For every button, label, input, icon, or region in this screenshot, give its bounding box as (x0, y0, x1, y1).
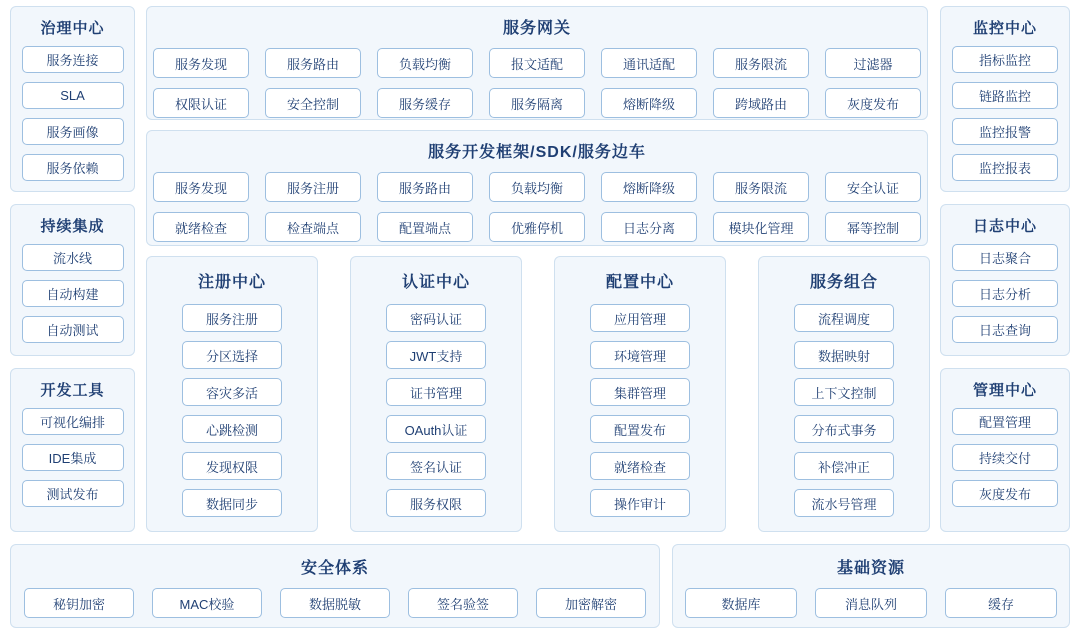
chip[interactable]: 日志查询 (952, 316, 1058, 343)
chip[interactable]: 通讯适配 (601, 48, 697, 78)
chip-list-config (555, 304, 725, 526)
chip-list-gateway (147, 48, 927, 118)
chip[interactable]: 服务连接 (22, 46, 124, 73)
panel-monitor-center (940, 6, 1070, 192)
chip[interactable]: 负载均衡 (489, 172, 585, 202)
panel-title-governance: 治理中心 (40, 20, 105, 37)
chip[interactable]: 流水线 (22, 244, 124, 271)
chip[interactable]: 数据映射 (794, 341, 894, 369)
chip[interactable]: 应用管理 (590, 304, 690, 332)
panel-title-monitor: 监控中心 (972, 20, 1037, 37)
chip[interactable]: 补偿冲正 (794, 452, 894, 480)
chip[interactable]: 集群管理 (590, 378, 690, 406)
chip[interactable]: 安全控制 (265, 88, 361, 118)
chip[interactable]: 服务依赖 (22, 154, 124, 181)
chip[interactable]: 配置端点 (377, 212, 473, 242)
chip[interactable]: 跨域路由 (713, 88, 809, 118)
panel-management-center (940, 368, 1070, 532)
chip[interactable]: 服务隔离 (489, 88, 585, 118)
panel-registry-center (146, 256, 318, 532)
panel-title-auth: 认证中心 (401, 274, 470, 291)
chip[interactable]: 服务注册 (182, 304, 282, 332)
chip[interactable]: 可视化编排 (22, 408, 124, 435)
chip[interactable]: 上下文控制 (794, 378, 894, 406)
panel-title-gateway: 服务网关 (502, 20, 571, 37)
chip[interactable]: 自动测试 (22, 316, 124, 343)
chip[interactable]: 权限认证 (153, 88, 249, 118)
panel-infrastructure (672, 544, 1070, 628)
chip[interactable]: 持续交付 (952, 444, 1058, 471)
chip[interactable]: OAuth认证 (386, 415, 486, 443)
panel-dev-tools (10, 368, 135, 532)
panel-title-devtools: 开发工具 (40, 382, 105, 399)
chip[interactable]: 分区选择 (182, 341, 282, 369)
chip[interactable]: 熔断降级 (601, 88, 697, 118)
chip[interactable]: 自动构建 (22, 280, 124, 307)
chip-list-governance (11, 46, 134, 190)
panel-config-center (554, 256, 726, 532)
panel-title-security: 安全体系 (300, 560, 369, 577)
chip[interactable]: 监控报表 (952, 154, 1058, 181)
chip[interactable]: 流程调度 (794, 304, 894, 332)
chip[interactable]: 就绪检查 (590, 452, 690, 480)
chip-row (11, 588, 659, 618)
chip[interactable]: 数据库 (685, 588, 797, 618)
chip[interactable]: 服务路由 (265, 48, 361, 78)
chip[interactable]: 服务发现 (153, 172, 249, 202)
panel-title-config: 配置中心 (605, 274, 674, 291)
panel-title-manage: 管理中心 (972, 382, 1037, 399)
chip-list-log (941, 244, 1069, 352)
chip[interactable]: 流水号管理 (794, 489, 894, 517)
chip-list-monitor (941, 46, 1069, 190)
chip[interactable]: 测试发布 (22, 480, 124, 507)
chip[interactable]: 指标监控 (952, 46, 1058, 73)
chip[interactable]: 发现权限 (182, 452, 282, 480)
chip[interactable]: 心跳检测 (182, 415, 282, 443)
panel-auth-center (350, 256, 522, 532)
chip[interactable]: 日志聚合 (952, 244, 1058, 271)
chip[interactable]: 证书管理 (386, 378, 486, 406)
chip[interactable]: 模块化管理 (713, 212, 809, 242)
chip[interactable]: 操作审计 (590, 489, 690, 517)
chip[interactable]: 服务画像 (22, 118, 124, 145)
chip[interactable]: 幂等控制 (825, 212, 921, 242)
chip-list-infra (673, 588, 1069, 618)
chip[interactable]: 服务发现 (153, 48, 249, 78)
chip-row (147, 48, 927, 78)
panel-title-compose: 服务组合 (809, 274, 878, 291)
panel-title-sdk: 服务开发框架/SDK/服务边车 (428, 144, 646, 161)
chip[interactable]: 灰度发布 (952, 480, 1058, 507)
chip[interactable]: 签名验签 (408, 588, 518, 618)
chip-row (147, 212, 927, 242)
chip[interactable]: 链路监控 (952, 82, 1058, 109)
chip[interactable]: 检查端点 (265, 212, 361, 242)
chip-row (673, 588, 1069, 618)
chip[interactable]: 签名认证 (386, 452, 486, 480)
panel-title-ci: 持续集成 (40, 218, 105, 235)
chip[interactable]: 日志分离 (601, 212, 697, 242)
chip[interactable]: 数据脱敏 (280, 588, 390, 618)
chip[interactable]: 消息队列 (815, 588, 927, 618)
chip-list-compose (759, 304, 929, 526)
chip[interactable]: 服务权限 (386, 489, 486, 517)
panel-title-log: 日志中心 (972, 218, 1037, 235)
chip[interactable]: IDE集成 (22, 444, 124, 471)
panel-service-composition (758, 256, 930, 532)
chip[interactable]: 密码认证 (386, 304, 486, 332)
panel-governance (10, 6, 135, 192)
chip-list-security (11, 588, 659, 618)
chip[interactable]: 优雅停机 (489, 212, 585, 242)
chip[interactable]: 数据同步 (182, 489, 282, 517)
chip[interactable]: 日志分析 (952, 280, 1058, 307)
chip-list-auth (351, 304, 521, 526)
chip[interactable]: 过滤器 (825, 48, 921, 78)
chip[interactable]: 安全认证 (825, 172, 921, 202)
chip-list-registry (147, 304, 317, 526)
chip[interactable]: 容灾多活 (182, 378, 282, 406)
chip[interactable]: 服务限流 (713, 48, 809, 78)
chip[interactable]: 秘钥加密 (24, 588, 134, 618)
chip[interactable]: 灰度发布 (825, 88, 921, 118)
chip[interactable]: 服务限流 (713, 172, 809, 202)
chip-list-manage (941, 408, 1069, 516)
chip[interactable]: 配置发布 (590, 415, 690, 443)
panel-log-center (940, 204, 1070, 356)
panel-security-system (10, 544, 660, 628)
chip[interactable]: 缓存 (945, 588, 1057, 618)
chip[interactable]: 环境管理 (590, 341, 690, 369)
chip[interactable]: 监控报警 (952, 118, 1058, 145)
chip[interactable]: 服务注册 (265, 172, 361, 202)
chip-row (147, 172, 927, 202)
panel-sdk-framework (146, 130, 928, 246)
chip-list-ci (11, 244, 134, 352)
chip[interactable]: 负载均衡 (377, 48, 473, 78)
chip[interactable]: 报文适配 (489, 48, 585, 78)
chip[interactable]: 服务路由 (377, 172, 473, 202)
panel-continuous-integration (10, 204, 135, 356)
chip[interactable]: 熔断降级 (601, 172, 697, 202)
chip-list-sdk (147, 172, 927, 242)
chip[interactable]: 就绪检查 (153, 212, 249, 242)
chip[interactable]: 加密解密 (536, 588, 646, 618)
chip[interactable]: SLA (22, 82, 124, 109)
chip[interactable]: 配置管理 (952, 408, 1058, 435)
chip-list-devtools (11, 408, 134, 516)
chip[interactable]: JWT支持 (386, 341, 486, 369)
panel-service-gateway (146, 6, 928, 120)
chip[interactable]: MAC校验 (152, 588, 262, 618)
chip[interactable]: 服务缓存 (377, 88, 473, 118)
chip[interactable]: 分布式事务 (794, 415, 894, 443)
panel-title-registry: 注册中心 (197, 274, 266, 291)
chip-row (147, 88, 927, 118)
panel-title-infra: 基础资源 (836, 560, 905, 577)
